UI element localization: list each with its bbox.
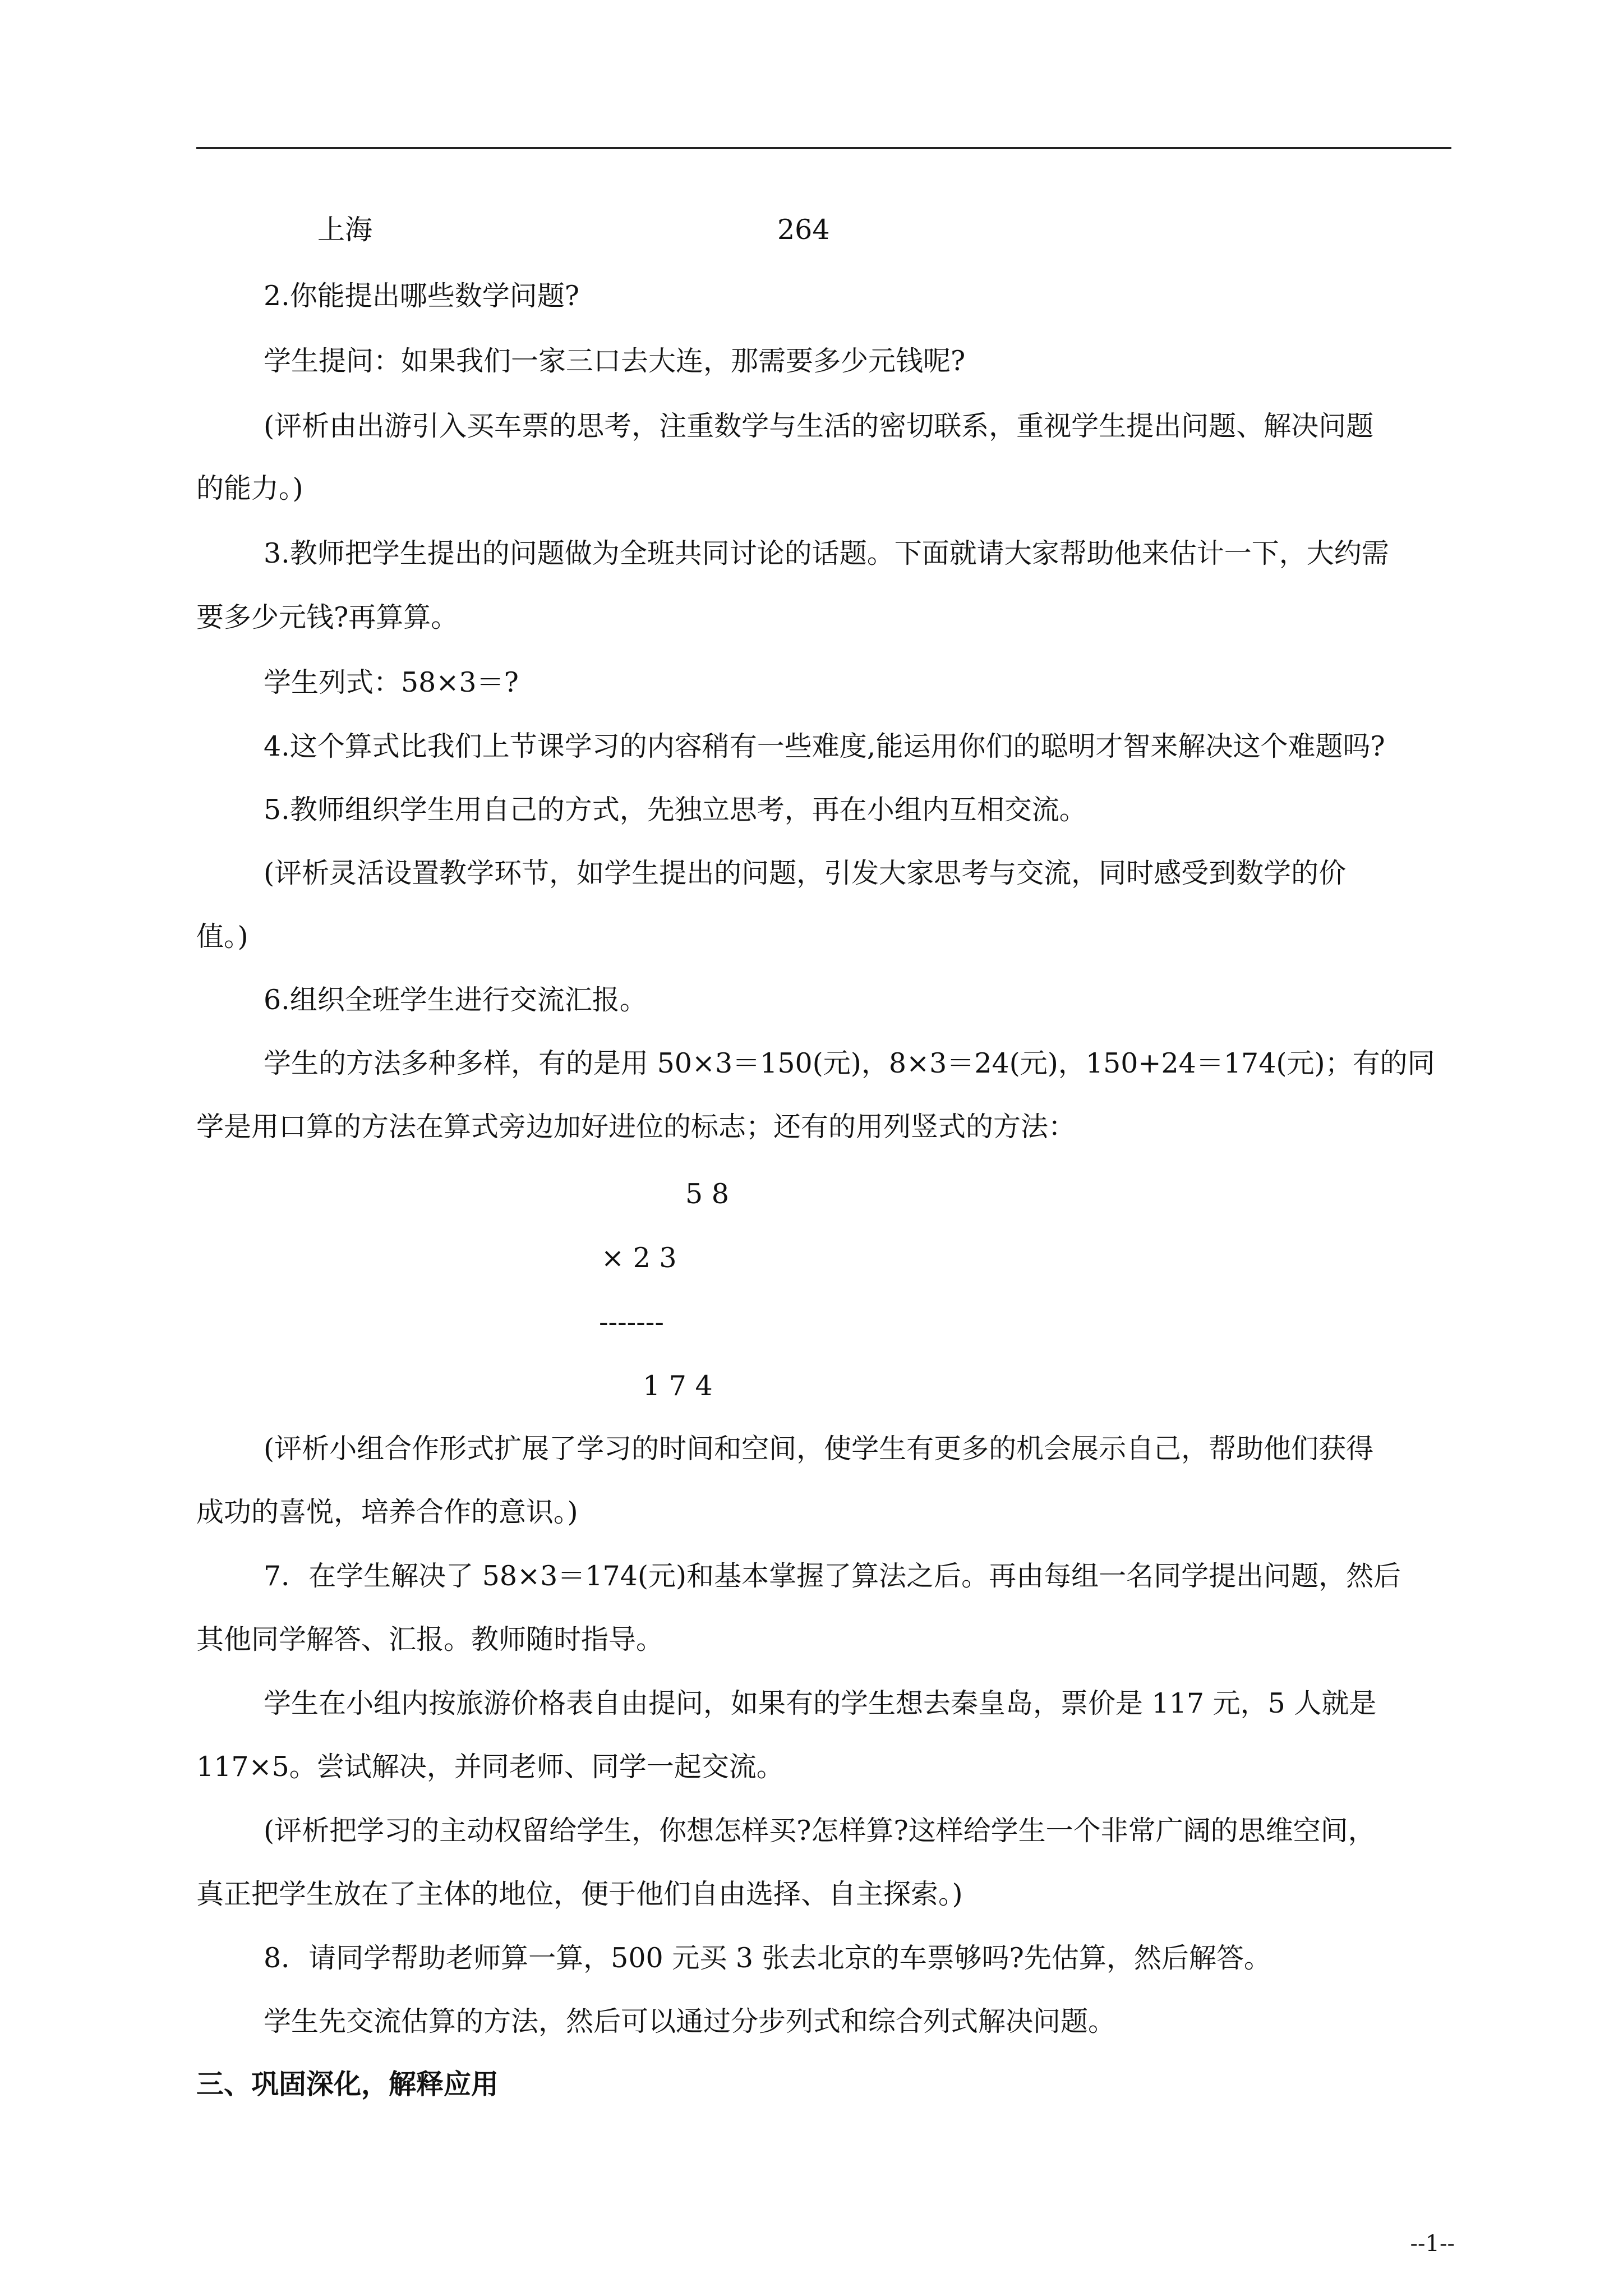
paragraph-line: 要多少元钱?再算算。 [196, 601, 459, 633]
paragraph-line: 的能力。) [196, 472, 303, 504]
paragraph-line: 7．在学生解决了 58×3＝174(元)和基本掌握了算法之后。再由每组一名同学提出问题，然后 [264, 1560, 1401, 1592]
paragraph-line: (评析小组合作形式扩展了学习的时间和空间，使学生有更多的机会展示自己，帮助他们获得 [264, 1433, 1374, 1465]
paragraph-line: 成功的喜悦，培养合作的意识。) [196, 1496, 578, 1528]
paragraph-line: 8．请同学帮助老师算一算，500 元买 3 张去北京的车票够吗?先估算，然后解答。 [264, 1942, 1271, 1974]
section-heading: 三、巩固深化，解释应用 [196, 2068, 499, 2100]
vertical-calc-multiplicand: 5 8 [685, 1178, 729, 1210]
paragraph-line: (评析灵活设置教学环节，如学生提出的问题，引发大家思考与交流，同时感受到数学的价 [264, 857, 1347, 889]
paragraph-line: 6.组织全班学生进行交流汇报。 [264, 984, 647, 1016]
table-price: 264 [777, 214, 830, 246]
paragraph-line: 其他同学解答、汇报。教师随时指导。 [196, 1623, 664, 1655]
paragraph-line: 学生提问：如果我们一家三口去大连，那需要多少元钱呢? [264, 345, 966, 377]
paragraph-line: 学生列式：58×3＝? [264, 666, 519, 698]
paragraph-line: 3.教师把学生提出的问题做为全班共同讨论的话题。下面就请大家帮助他来估计一下，大约需 [264, 537, 1389, 569]
vertical-calc-result: 1 7 4 [643, 1370, 713, 1402]
paragraph-line: (评析由出游引入买车票的思考，注重数学与生活的密切联系，重视学生提出问题、解决问题 [264, 410, 1374, 442]
paragraph-line: 117×5。尝试解决，并同老师、同学一起交流。 [196, 1751, 784, 1783]
paragraph-line: 学生在小组内按旅游价格表自由提问，如果有的学生想去秦皇岛，票价是 117 元，5 人就是 [264, 1687, 1377, 1719]
paragraph-line: 学是用口算的方法在算式旁边加好进位的标志；还有的用列竖式的方法： [196, 1111, 1076, 1143]
paragraph-line: (评析把学习的主动权留给学生，你想怎样买?怎样算?这样给学生一个非常广阔的思维空间， [264, 1815, 1376, 1847]
paragraph-line: 4.这个算式比我们上节课学习的内容稍有一些难度,能运用你们的聪明才智来解决这个难题吗? [264, 730, 1385, 762]
paragraph-line: 2.你能提出哪些数学问题? [264, 280, 580, 312]
vertical-calc-multiplier: × 2 3 [601, 1242, 677, 1274]
paragraph-line: 值。) [196, 921, 248, 953]
page-number: --1-- [1410, 2231, 1455, 2257]
paragraph-line: 学生先交流估算的方法，然后可以通过分步列式和综合列式解决问题。 [264, 2005, 1116, 2037]
vertical-calc-divider: ------- [599, 1306, 664, 1338]
paragraph-line: 5.教师组织学生用自己的方式，先独立思考，再在小组内互相交流。 [264, 794, 1087, 826]
paragraph-line: 学生的方法多种多样，有的是用 50×3＝150(元)，8×3＝24(元)，150+24＝174(元)；有的同 [264, 1047, 1435, 1079]
header-rule [196, 147, 1451, 149]
table-city: 上海 [317, 214, 373, 246]
paragraph-line: 真正把学生放在了主体的地位，便于他们自由选择、自主探索。) [196, 1878, 963, 1910]
